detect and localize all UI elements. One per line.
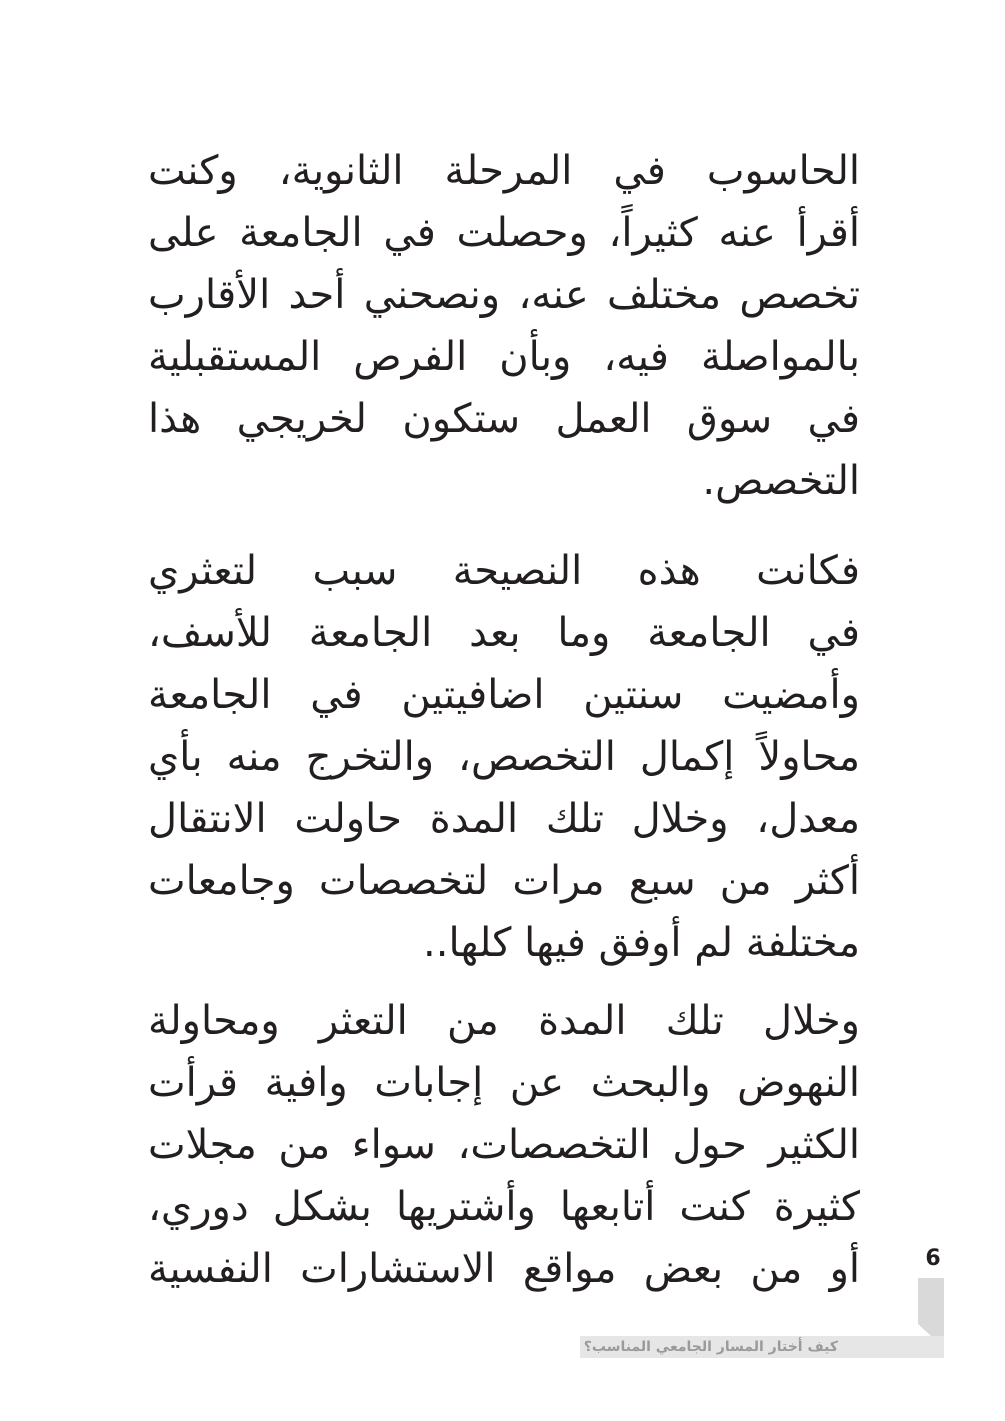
paragraph-line: وأمضيت سنتين اضافيتين في الجامعة — [148, 672, 860, 718]
paragraph-line: في سوق العمل ستكون لخريجي هذا — [148, 396, 860, 442]
paragraph-line: مختلفة لم أوفق فيها كلها.. — [423, 920, 860, 966]
paragraph-line: أو من بعض مواقع الاستشارات النفسية — [148, 1246, 860, 1292]
footer-book-title: كيف أختار المسار الجامعي المناسب؟ — [583, 1339, 838, 1355]
paragraph-line: التخصص. — [702, 458, 860, 504]
paragraph-3 — [148, 990, 860, 1300]
paragraph-line: بالمواصلة فيه، وبأن الفرص المستقبلية — [148, 334, 860, 380]
paragraph-line: معدل، وخلال تلك المدة حاولت الانتقال — [148, 796, 860, 842]
paragraph-line: كثيرة كنت أتابعها وأشتريها بشكل دوري، — [148, 1184, 860, 1230]
paragraph-line: في الجامعة وما بعد الجامعة للأسف، — [148, 610, 860, 656]
paragraph-line: أكثر من سبع مرات لتخصصات وجامعات — [148, 858, 860, 904]
paragraph-1 — [148, 140, 860, 512]
paragraph-line: محاولاً إكمال التخصص، والتخرج منه بأي — [148, 734, 860, 780]
paragraph-line: تخصص مختلف عنه، ونصحني أحد الأقارب — [148, 272, 860, 318]
paragraph-line: وخلال تلك المدة من التعثر ومحاولة — [148, 998, 860, 1044]
paragraph-line: فكانت هذه النصيحة سبب لتعثري — [148, 548, 860, 594]
paragraph-2 — [148, 540, 860, 974]
paragraph-line: أقرأ عنه كثيراً، وحصلت في الجامعة على — [148, 210, 860, 256]
paragraph-line: النهوض والبحث عن إجابات وافية قرأت — [148, 1060, 860, 1106]
paragraph-line: الحاسوب في المرحلة الثانوية، وكنت — [148, 148, 860, 194]
page-number: 6 — [925, 1246, 941, 1271]
paragraph-line: الكثير حول التخصصات، سواء من مجلات — [148, 1122, 860, 1168]
